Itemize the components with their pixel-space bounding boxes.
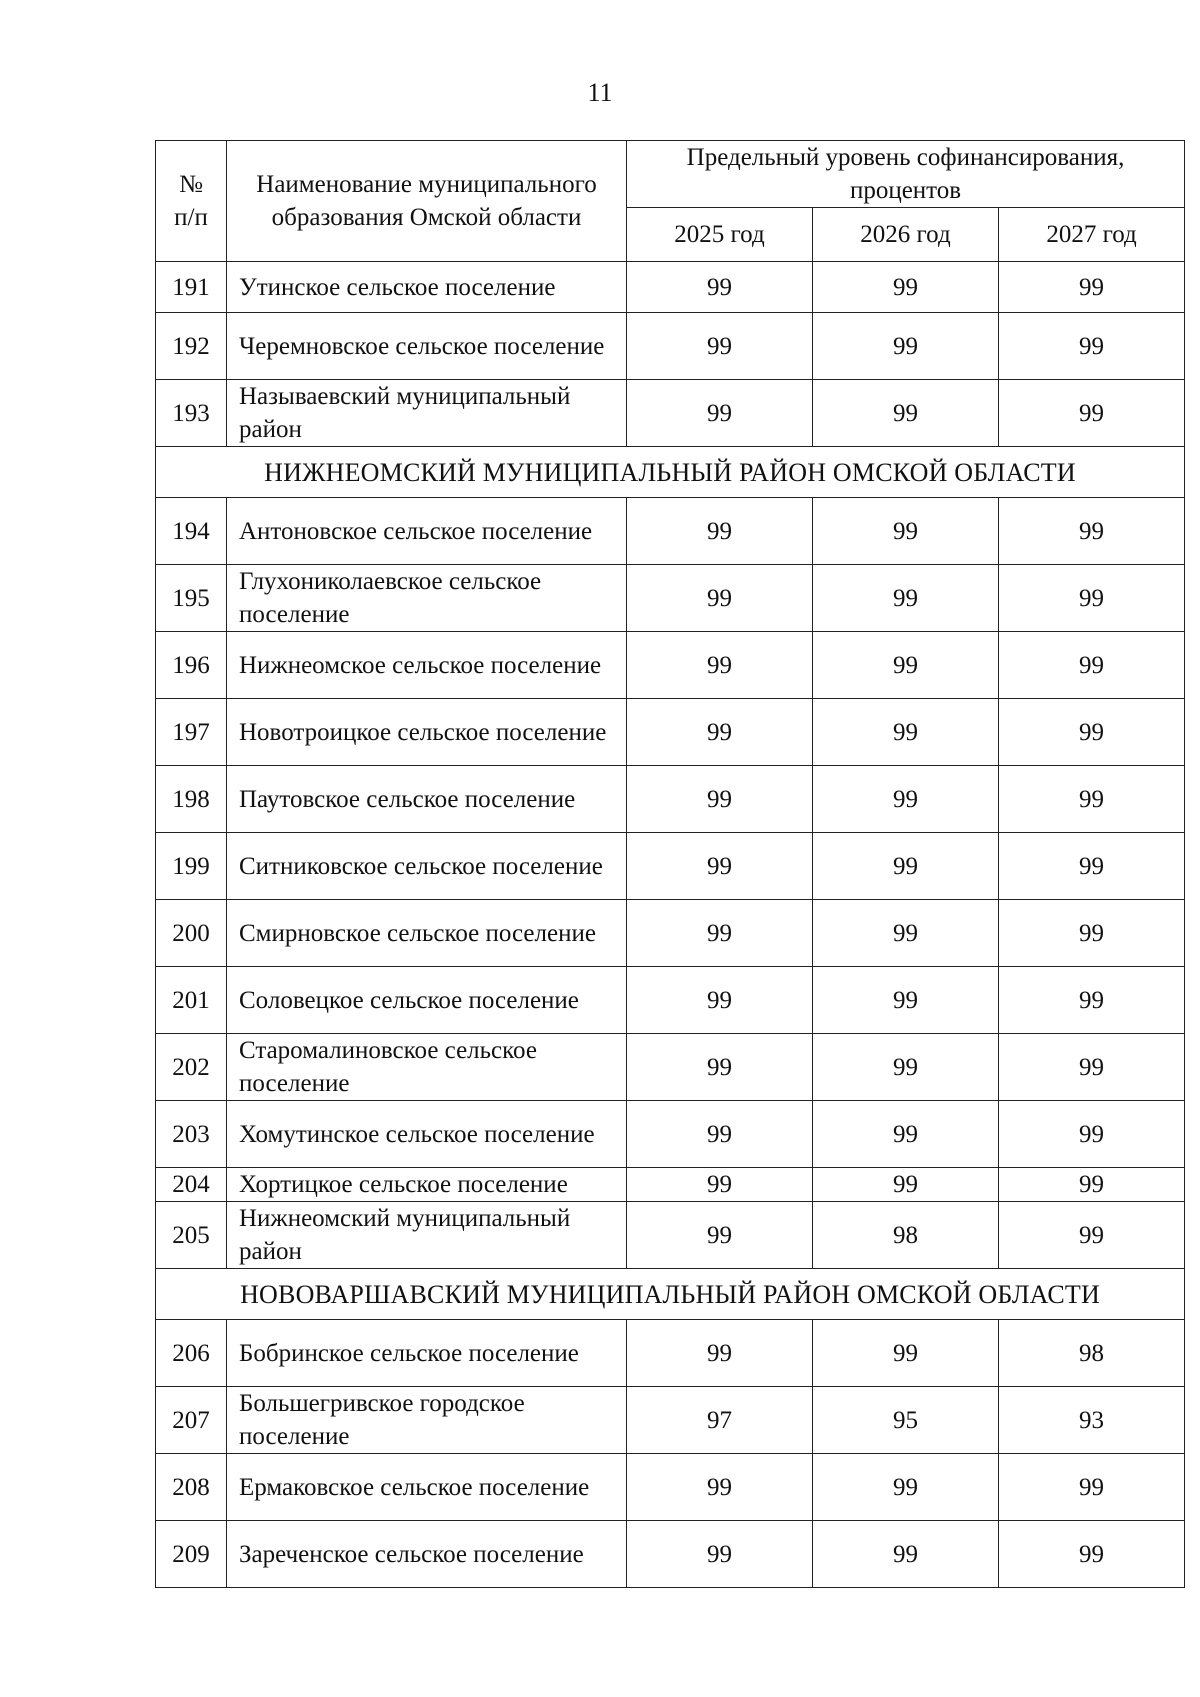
row-value-2026: 98 [813,1202,999,1269]
table-row [156,565,1185,632]
row-value-2027: 99 [999,498,1185,565]
header-year-2027: 2027 год [999,208,1185,262]
row-value-2025: 99 [627,766,813,833]
row-value-2027: 99 [999,699,1185,766]
row-number: 194 [156,498,227,565]
table-row [156,1320,1185,1387]
row-value-2025: 99 [627,699,813,766]
table-row [156,632,1185,699]
row-name: Бобринское сельское поселение [227,1320,627,1387]
row-name: Нижнеомское сельское поселение [227,632,627,699]
page-number: 11 [587,78,613,107]
row-name: Глухониколаевское сельское поселение [227,565,627,632]
row-number: 209 [156,1521,227,1588]
section-header-row [156,1269,1185,1320]
row-value-2027: 99 [999,1521,1185,1588]
row-value-2025: 99 [627,967,813,1034]
row-number: 191 [156,262,227,313]
row-value-2026: 99 [813,766,999,833]
row-value-2026: 99 [813,967,999,1034]
row-number: 204 [156,1168,227,1202]
header-year-2025: 2025 год [627,208,813,262]
row-value-2026: 99 [813,498,999,565]
row-value-2025: 99 [627,1034,813,1101]
row-value-2025: 99 [627,632,813,699]
row-value-2026: 99 [813,1034,999,1101]
row-value-2027: 99 [999,1168,1185,1202]
row-name: Смирновское сельское поселение [227,900,627,967]
row-value-2026: 99 [813,699,999,766]
table-row [156,1521,1185,1588]
row-value-2025: 99 [627,900,813,967]
row-value-2026: 99 [813,900,999,967]
row-name: Называевский муниципальный район [227,380,627,447]
row-number: 203 [156,1101,227,1168]
row-value-2027: 99 [999,380,1185,447]
row-value-2025: 99 [627,1101,813,1168]
row-value-2027: 99 [999,1101,1185,1168]
row-number: 198 [156,766,227,833]
row-value-2025: 99 [627,498,813,565]
row-value-2027: 99 [999,632,1185,699]
row-value-2027: 93 [999,1387,1185,1454]
row-value-2025: 99 [627,1168,813,1202]
table-row [156,1101,1185,1168]
row-name: Нижнеомский муниципальный район [227,1202,627,1269]
row-value-2025: 99 [627,1521,813,1588]
row-number: 196 [156,632,227,699]
row-value-2027: 99 [999,262,1185,313]
row-number: 208 [156,1454,227,1521]
row-number: 195 [156,565,227,632]
header-num: № п/п [156,141,227,262]
row-value-2026: 99 [813,1101,999,1168]
table-row [156,1168,1185,1202]
table-row [156,699,1185,766]
row-number: 193 [156,380,227,447]
row-name: Соловецкое сельское поселение [227,967,627,1034]
table-row [156,967,1185,1034]
row-number: 192 [156,313,227,380]
row-value-2027: 99 [999,565,1185,632]
row-number: 201 [156,967,227,1034]
row-number: 206 [156,1320,227,1387]
row-value-2026: 99 [813,262,999,313]
cofinancing-table [155,140,1185,1588]
row-value-2025: 99 [627,1320,813,1387]
row-name: Утинское сельское поселение [227,262,627,313]
row-value-2025: 99 [627,313,813,380]
row-value-2026: 99 [813,380,999,447]
row-name: Антоновское сельское поселение [227,498,627,565]
table-row [156,1454,1185,1521]
row-value-2027: 99 [999,967,1185,1034]
header-name: Наименование муниципального образования Омской области [227,141,627,262]
table-row [156,380,1185,447]
row-value-2025: 99 [627,1202,813,1269]
table-row [156,262,1185,313]
section-title: НИЖНЕОМСКИЙ МУНИЦИПАЛЬНЫЙ РАЙОН ОМСКОЙ ОБЛАСТИ [156,447,1185,498]
section-title: НОВОВАРШАВСКИЙ МУНИЦИПАЛЬНЫЙ РАЙОН ОМСКОЙ ОБЛАСТИ [156,1269,1185,1320]
row-name: Хортицкое сельское поселение [227,1168,627,1202]
row-value-2026: 99 [813,1168,999,1202]
table-row [156,833,1185,900]
table-row [156,498,1185,565]
row-value-2027: 99 [999,900,1185,967]
row-value-2025: 99 [627,380,813,447]
row-value-2026: 99 [813,565,999,632]
row-number: 200 [156,900,227,967]
row-value-2026: 95 [813,1387,999,1454]
row-value-2025: 99 [627,262,813,313]
row-name: Паутовское сельское поселение [227,766,627,833]
row-name: Ермаковское сельское поселение [227,1454,627,1521]
row-value-2025: 99 [627,1454,813,1521]
row-number: 205 [156,1202,227,1269]
row-number: 207 [156,1387,227,1454]
row-value-2027: 99 [999,833,1185,900]
row-number: 197 [156,699,227,766]
header-limit: Предельный уровень софинансирования, процентов [627,141,1185,208]
row-name: Большегривское городское поселение [227,1387,627,1454]
row-value-2025: 97 [627,1387,813,1454]
row-value-2026: 99 [813,1521,999,1588]
row-value-2027: 99 [999,1454,1185,1521]
table-row [156,766,1185,833]
table-row [156,313,1185,380]
row-value-2027: 98 [999,1320,1185,1387]
row-value-2026: 99 [813,632,999,699]
table-row [156,1387,1185,1454]
row-name: Новотроицкое сельское поселение [227,699,627,766]
row-value-2026: 99 [813,1454,999,1521]
row-value-2025: 99 [627,565,813,632]
row-name: Ситниковское сельское поселение [227,833,627,900]
row-value-2027: 99 [999,766,1185,833]
row-name: Хомутинское сельское поселение [227,1101,627,1168]
table-row [156,900,1185,967]
row-value-2027: 99 [999,1034,1185,1101]
row-value-2026: 99 [813,313,999,380]
row-name: Старомалиновское сельское поселение [227,1034,627,1101]
header-year-2026: 2026 год [813,208,999,262]
row-number: 202 [156,1034,227,1101]
section-header-row [156,447,1185,498]
table-row [156,1202,1185,1269]
table-row [156,1034,1185,1101]
row-value-2026: 99 [813,833,999,900]
row-name: Зареченское сельское поселение [227,1521,627,1588]
table-body [156,262,1185,1588]
row-value-2027: 99 [999,1202,1185,1269]
row-value-2027: 99 [999,313,1185,380]
row-value-2025: 99 [627,833,813,900]
row-number: 199 [156,833,227,900]
row-name: Черемновское сельское поселение [227,313,627,380]
row-value-2026: 99 [813,1320,999,1387]
